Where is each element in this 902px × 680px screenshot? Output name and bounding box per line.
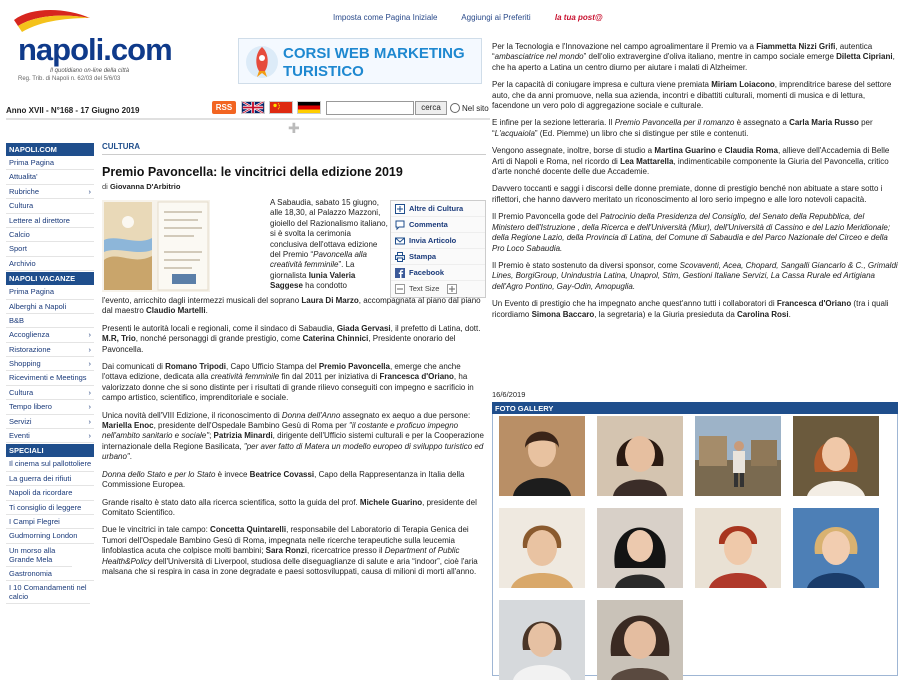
logo-swoosh-icon: [12, 6, 92, 32]
uk-flag-icon[interactable]: [241, 101, 265, 114]
paragraph: [102, 498, 486, 519]
sidebar-item[interactable]: Lettere al direttore: [6, 214, 94, 228]
text-run: Simona Baccaro: [531, 309, 595, 319]
text-run: , responsabile del Laboratorio di Terapia Genica dei Tumori dell'Ospedale Bambino Gesù di Roma, impegnata nelle ricerche terapeutiche sulla leucemia linfoblastica acuta che colpisce molti bambini;: [102, 525, 469, 556]
text-run: , allieve dell'Accademia di Belle Arti di Napoli e Roma, nel ricordo di: [492, 146, 890, 166]
chevron-right-icon: ›: [88, 359, 91, 369]
text-run: Patrocinio della Presidenza del Consiglio, del Senato della Repubblica, del Ministero dell'Istruzione , della Ricerca e dell'Università (Miur), dell'Università di Cassino e del Lazio Meridionale; della Regione Lazio, della Provincia di Latina, del Comune di Sabaudia e del Parco Nazionale del Circeo e della Pro Loco Sabaudia.: [492, 212, 891, 253]
text-run: è invece: [215, 469, 250, 479]
text-run: Donna dell'Anno: [281, 410, 341, 420]
paragraph: [102, 362, 486, 404]
chevron-right-icon: ›: [88, 387, 91, 397]
sidebar-item[interactable]: Gastronomia: [6, 567, 94, 581]
text-run: Laura Di Marzo: [301, 296, 359, 305]
text-run: , ricercatrice presso il: [306, 546, 385, 556]
text-run: , indimenticabile componente la Giuria del Pavoncella, critico d'arte nonché docente delle due Accademie.: [492, 156, 889, 177]
text-run: Caterina Chinnici: [302, 334, 369, 344]
text-run: Il Premio è stato sostenuto da diversi sponsor, come: [492, 260, 680, 270]
gallery-photo[interactable]: [793, 508, 879, 588]
text-run: creatività femminile: [210, 372, 280, 382]
article-tools: [390, 200, 486, 298]
rocket-icon: [245, 43, 279, 81]
search-button[interactable]: cerca: [415, 101, 447, 115]
sidebar: [6, 142, 94, 604]
text-run: .: [205, 306, 208, 316]
print-link[interactable]: [391, 249, 485, 265]
text-run: è assegnato a: [734, 118, 790, 128]
text-run: Un Evento di prestigio che ha impegnato anche quest'anno tutti i collaboratori di: [492, 299, 777, 309]
text-run: A Sabaudia, sabato 15 giugno, alle 18,30, al Palazzo Mazzoni, gioiello del Razionalismo italiano, si è svolta la cerimonia conclusiva dell'ottava edizione del Premio “: [270, 198, 388, 260]
site-logo[interactable]: [6, 6, 172, 86]
gallery-photo[interactable]: [597, 416, 683, 496]
sidebar-item[interactable]: I Campi Flegrei: [6, 515, 94, 529]
rss-button[interactable]: RSS: [212, 101, 236, 114]
text-run: ” dell'olio extravergine d'oliva italiano, mentre in campo sociale emerge: [583, 52, 837, 62]
text-run: , la segretaria) e la Giuria presieduta da: [594, 309, 738, 319]
search-scope-label: Nel sito: [462, 104, 489, 113]
article-content: [102, 142, 486, 576]
text-run: ” (Ed. Piemme) un libro che si distingue per stile e contenuti.: [534, 128, 749, 138]
text-run: , accompagnata al piano dal piano dal maestro: [102, 296, 481, 316]
paragraph: [102, 296, 486, 317]
text-run: Per la Tecnologia e l'Innovazione nel campo agroalimentare il Premio va a: [492, 42, 757, 51]
tool-label: Facebook: [409, 268, 445, 277]
text-run: , il prefetto di Latina, dott.: [390, 323, 481, 333]
sidebar-item-servizi[interactable]: [6, 415, 94, 429]
text-run: Michele Guarino: [359, 497, 423, 507]
text-run: Scovaventi, Acea, Chopard, Sangalli Giancarlo & C., Grimaldi Lines, BorgiGroup, Unindustria Latina, Unaprol, Stim, Gestioni Italiane Servizi, La Cassa Rurale ed Artigiana dell'Agro Pontino, Gay-Odin, Amopuglia.: [492, 260, 898, 291]
header-divider: [6, 118, 490, 120]
text-run: Carolina Rosi: [737, 309, 789, 319]
text-run: "per aver fatto di Matera un modello europeo di sviluppo turistico ed urbano": [102, 441, 484, 462]
text-run: Per la capacità di coniugare impresa e cultura viene premiata: [492, 80, 712, 90]
gallery-photo[interactable]: [695, 508, 781, 588]
right-column: [490, 0, 902, 676]
text-run: Giada Gervasi: [336, 323, 391, 333]
text-run: Francesca d'Oriano: [379, 372, 454, 382]
gallery-photo[interactable]: [499, 416, 585, 496]
sidebar-item[interactable]: Prima Pagina: [6, 156, 94, 170]
sidebar-item[interactable]: Sport: [6, 242, 94, 256]
sidebar-section-title: NAPOLI.COM: [6, 143, 94, 156]
gallery-photo[interactable]: [597, 600, 683, 680]
sidebar-item-rubriche[interactable]: [6, 185, 94, 199]
germany-flag-icon[interactable]: [297, 101, 321, 114]
chevron-right-icon: ›: [88, 344, 91, 354]
text-run: Martina Guarino: [654, 146, 716, 156]
puzzle-icon: ✚: [288, 120, 300, 136]
sidebar-item-tempo-libero[interactable]: [6, 400, 94, 414]
text-run: Unica novità dell'VIII Edizione, il riconoscimento di: [102, 410, 282, 420]
sidebar-item[interactable]: Ti consiglio di leggere: [6, 501, 94, 515]
text-run: ;: [209, 431, 214, 441]
text-run: Iunia Valeria Saggese: [270, 270, 356, 291]
text-run: Concetta Quintarelli: [210, 525, 287, 535]
gallery-photo[interactable]: [793, 416, 879, 496]
text-run: Due le vincitrici in tale campo:: [102, 525, 211, 535]
facebook-icon: [395, 268, 405, 278]
paragraph: [492, 299, 898, 320]
text-run: Beatrice Covassi: [249, 469, 315, 479]
banner-line-1: CORSI WEB MARKETING: [283, 45, 465, 62]
paragraph: [102, 525, 486, 577]
chevron-right-icon: ›: [88, 186, 91, 196]
article-intro: [270, 198, 388, 292]
text-run: Premio Pavoncella: [318, 362, 390, 372]
text-run: , dirigente dell'Ufficio sistemi culturali e per la Cooperazione internazionale della Regione Basilicata,: [102, 431, 484, 451]
plus-box-icon: [395, 204, 405, 214]
sidebar-item[interactable]: Un morso alla Grande Mela: [6, 544, 72, 567]
chevron-right-icon: ›: [88, 416, 91, 426]
chevron-right-icon: ›: [88, 330, 91, 340]
text-run: assegnato ex aequo a due persone:: [340, 410, 471, 420]
text-run: (tra i quali ricordiamo: [492, 299, 889, 319]
chevron-right-icon: ›: [88, 402, 91, 412]
sidebar-item-label: Shopping: [9, 359, 41, 369]
sidebar-item[interactable]: Archivio: [6, 257, 94, 271]
sidebar-item-label: Ristorazione: [9, 344, 51, 354]
post-link[interactable]: la tua post@: [554, 13, 603, 22]
text-run: Lea Mattarella: [620, 156, 674, 166]
article-date: 16/6/2019: [492, 390, 526, 399]
sidebar-item-accoglienza[interactable]: [6, 328, 94, 342]
sidebar-item[interactable]: Calcio: [6, 228, 94, 242]
text-run: E infine per la sezione letteraria. Il: [492, 118, 615, 128]
paragraph: [492, 146, 898, 177]
text-run: Diletta Cipriani: [836, 52, 893, 62]
text-run: ha condotto: [302, 281, 347, 291]
paragraph: [492, 80, 898, 111]
paragraph: [102, 470, 486, 491]
search-input[interactable]: [326, 101, 414, 115]
text-run: Patrizia Minardi: [213, 431, 273, 441]
text-run: per “: [492, 118, 873, 138]
text-run: Department of Public Health&Policy: [102, 546, 460, 566]
text-run: Presenti le autorità locali e regionali, come il sindaco di Sabaudia,: [102, 323, 337, 333]
text-run: Claudia Roma: [724, 146, 778, 156]
sidebar-item-label: Eventi: [9, 431, 30, 441]
sidebar-item[interactable]: I 10 Comandamenti nel calcio: [6, 581, 90, 604]
envelope-icon: [395, 236, 405, 246]
text-run: fin dal 2011 per iniziativa di: [279, 372, 380, 382]
tool-label: Commenta: [409, 220, 448, 229]
sidebar-item-label: Tempo libero: [9, 402, 52, 412]
comment-icon: [395, 220, 405, 230]
section-heading: CULTURA: [102, 142, 486, 155]
paragraph: [492, 118, 898, 139]
text-run: dell'Università di Liverpool, studiosa delle diseguaglianze di salute e aria “indoor”, cioè l'aria malsana che si respira in casa in zone degradate e paesi sottosviluppati, causa di milioni di morti all'anno.: [102, 556, 478, 576]
sidebar-item[interactable]: Prima Pagina: [6, 285, 94, 299]
banner-line-2: TURISTICO: [283, 63, 364, 80]
text-run: Premio Pavoncella per il romanzo: [614, 118, 735, 128]
sidebar-item-label: Cultura: [9, 387, 34, 397]
sidebar-item[interactable]: Gudmorning London: [6, 529, 94, 543]
text-run: , imprenditrice barese del settore auto, che da anni promuove, nella sua azienda, incontri e dibattiti culturali, momenti di musica e di lettura, facendone un vero polo di aggregazione sociale e culturale.: [492, 80, 892, 111]
text-size-control[interactable]: [391, 281, 485, 297]
paragraph: Davvero toccanti e saggi i discorsi delle donne premiate, donne di prestigio benché non abituate a stare sotto i riflettori, che hanno davvero meritato un riconoscimento al loro serio impegno e alle loro notevoli capacità.: [492, 184, 883, 204]
sidebar-item[interactable]: Alberghi a Napoli: [6, 300, 94, 314]
comment-link[interactable]: [391, 217, 485, 233]
china-flag-icon[interactable]: [269, 101, 293, 114]
article-byline: [102, 182, 486, 191]
text-run: Grande risalto è stato dato alla ricerca scientifica, sotto la guida del prof.: [102, 497, 360, 507]
sidebar-item-label: Servizi: [9, 416, 32, 426]
text-run: , nonché personaggi di grande prestigio, come: [135, 334, 303, 344]
paragraph: [492, 42, 898, 73]
search-scope-radio[interactable]: [450, 103, 460, 113]
text-run: Mariella Enoc: [102, 421, 154, 431]
minus-box-icon: [395, 284, 405, 294]
set-homepage-link[interactable]: Imposta come Pagina Iniziale: [333, 13, 438, 22]
text-run: Fiammetta Nizzi Grifi: [756, 42, 836, 51]
text-run: M.R, Trio: [102, 334, 136, 344]
paragraph: [102, 324, 486, 355]
text-run: ”. La giornalista: [270, 260, 355, 280]
plus-box-icon[interactable]: [447, 284, 457, 294]
text-run: Miriam Loiacono: [711, 80, 775, 90]
paragraph: [492, 261, 898, 292]
sidebar-section-title: NAPOLI VACANZE: [6, 272, 94, 285]
logo-registration: Reg. Trib. di Napoli n. 62/03 del 5/6/03: [18, 76, 121, 82]
paragraph: [102, 411, 486, 463]
text-run: Pavoncella alla creatività femminile: [270, 250, 367, 270]
tool-label: Invia Articolo: [409, 236, 457, 245]
text-run: "il costante e proficuo impegno nell'ambito sanitario e sociale": [102, 421, 459, 441]
text-run: , emerge che anche l'ottava edizione, dedicata alla: [102, 362, 461, 382]
facebook-link[interactable]: [391, 265, 485, 281]
text-run: Donna dello Stato e per lo Stato: [102, 469, 216, 479]
sidebar-item[interactable]: La guerra dei rifiuti: [6, 472, 94, 486]
sidebar-item-eventi[interactable]: [6, 429, 94, 443]
issue-dateline: Anno XVII - N°168 - 17 Giugno 2019: [6, 106, 140, 115]
tool-label: Text Size: [409, 284, 440, 293]
sidebar-item-shopping[interactable]: [6, 357, 94, 371]
photo-gallery: [492, 414, 898, 676]
printer-icon: [395, 252, 405, 262]
event-flyer-image[interactable]: [102, 200, 210, 292]
author-name: Giovanna D'Arbitrio: [109, 182, 181, 191]
text-run: , Capo della Rappresentanza in Italia della Commissione Europea.: [102, 469, 465, 490]
text-run: e: [715, 146, 725, 156]
text-run: , Presidente onorario del Pavoncella.: [102, 334, 456, 354]
gallery-photo[interactable]: [499, 600, 585, 680]
text-run: , ha valorizzato donne che si sono distinte per i risultati di grande rilievo conseguiti con impegno e sacrificio in campo artistico, scientifico, imprenditoriale e sociale.: [102, 372, 474, 403]
byline-prefix: di: [102, 182, 108, 191]
sidebar-section-title: SPECIALI: [6, 444, 94, 457]
chevron-right-icon: ›: [88, 431, 91, 441]
logo-tagline: Il quotidiano on-line della città: [50, 68, 130, 74]
text-run: Il Premio Pavoncella gode del: [492, 212, 601, 222]
text-run: Sara Ronzi: [265, 546, 307, 556]
sidebar-item-cultura[interactable]: [6, 386, 94, 400]
text-run: L'acquaiola: [494, 128, 535, 138]
text-run: Romano Tripodi: [165, 362, 227, 372]
text-run: Vengono assegnate, inoltre, borse di studio a: [492, 146, 655, 156]
article-continuation: [492, 42, 898, 327]
text-run: .: [788, 309, 791, 319]
tool-label: Altre di Cultura: [409, 204, 464, 213]
paragraph: [492, 212, 898, 254]
logo-text: napoli.com: [18, 32, 172, 67]
more-culture-link[interactable]: [391, 201, 485, 217]
article-title: Premio Pavoncella: le vincitrici della edizione 2019: [102, 165, 403, 179]
sidebar-item[interactable]: Napoli da ricordare: [6, 486, 94, 500]
tool-label: Stampa: [409, 252, 437, 261]
article-body: [102, 296, 486, 584]
text-run: l'evento, arricchito dagli intermezzi musicali del soprano: [102, 296, 302, 305]
text-run: , presidente dell'Ospedale Bambino Gesù di Roma per: [153, 421, 349, 431]
text-run: Francesca d'Oriano: [776, 299, 852, 309]
ad-banner[interactable]: [238, 38, 482, 84]
text-run: .: [129, 452, 132, 462]
text-run: Carla Maria Russo: [789, 118, 859, 128]
text-run: , presidente del Comitato Scientifico.: [102, 497, 477, 517]
text-run: , che ha aperto a Latina un centro diurno per aiutare i malati di Alzheimer.: [492, 52, 895, 72]
gallery-photo[interactable]: [695, 416, 781, 496]
text-run: , autentica “: [492, 42, 873, 62]
sidebar-item[interactable]: Il cinema sul pallottoliere: [6, 457, 94, 471]
sidebar-item-ristorazione[interactable]: [6, 343, 94, 357]
sidebar-item-label: Accoglienza: [9, 330, 50, 340]
gallery-photo[interactable]: [597, 508, 683, 588]
sidebar-item[interactable]: Ricevimenti e Meetings: [6, 371, 94, 385]
sidebar-item[interactable]: Attualita': [6, 170, 94, 184]
text-run: Claudio Martelli: [146, 306, 206, 316]
send-article-link[interactable]: [391, 233, 485, 249]
text-run: ambasciatrice nel mondo: [494, 52, 584, 62]
text-run: , Capo Ufficio Stampa del: [226, 362, 319, 372]
sidebar-item[interactable]: Cultura: [6, 199, 94, 213]
sidebar-item-label: Rubriche: [9, 186, 40, 196]
add-favorites-link[interactable]: Aggiungi ai Preferiti: [461, 13, 531, 22]
sidebar-item[interactable]: B&B: [6, 314, 94, 328]
gallery-photo[interactable]: [499, 508, 585, 588]
gallery-title: FOTO GALLERY: [492, 402, 898, 414]
text-run: Dai comunicati di: [102, 362, 166, 372]
